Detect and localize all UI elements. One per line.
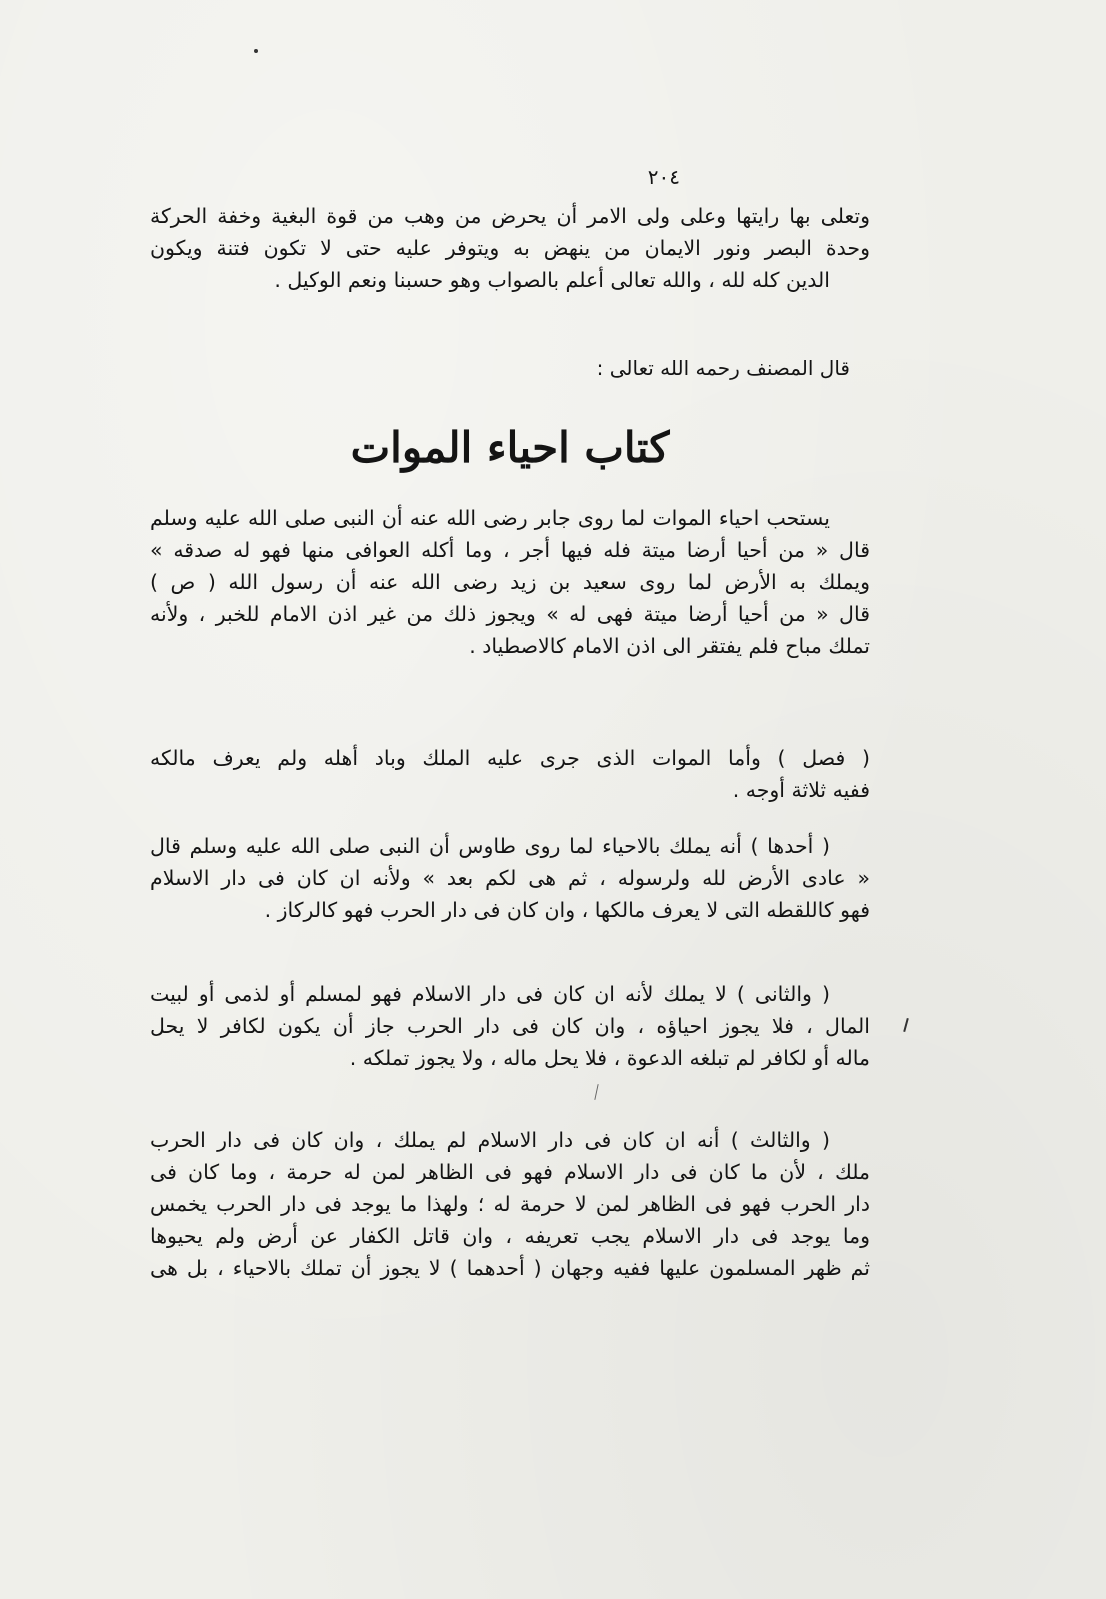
text-line: دار الحرب فهو فى الظاهر لمن لا حرمة له ؛ ولهذا ما يوجد فى دار الحرب يخمس — [150, 1192, 870, 1216]
page-number: ٢٠٤ — [647, 165, 680, 189]
text-line: ( أحدها ) أنه يملك بالاحياء لما روى طاوس أن النبى صلى الله عليه وسلم قال — [150, 834, 830, 858]
author-said-line: قال المصنف رحمه الله تعالى : — [596, 356, 850, 380]
ink-speck — [254, 49, 258, 53]
text-line: « عادى الأرض لله ولرسوله ، ثم هى لكم بعد » ولأنه ان كان فى دار الاسلام — [150, 866, 870, 890]
text-line: ( فصل ) وأما الموات الذى جرى عليه الملك وباد أهله ولم يعرف مالكه — [150, 746, 870, 770]
paragraph-fasl — [150, 742, 870, 806]
text-line: وما يوجد فى دار الاسلام يجب تعريفه ، وان قاتل الكفار عن أرض ولم يحيوها — [150, 1224, 870, 1248]
text-line: قال « من أحيا أرضا ميتة فله فيها أجر ، وما أكله العوافى منها فهو له صدقه » — [150, 538, 870, 562]
paragraph-third-view — [150, 1124, 870, 1284]
paragraph-chapter-opening — [150, 502, 870, 662]
paragraph-first-view — [150, 830, 870, 926]
text-line: ( والثالث ) أنه ان كان فى دار الاسلام لم يملك ، وان كان فى دار الحرب — [150, 1128, 830, 1152]
paragraph-intro — [150, 200, 870, 296]
text-line: وتعلى بها رايتها وعلى ولى الامر أن يحرض من وهب من قوة البغية وخفة الحركة — [150, 204, 870, 228]
text-line: وحدة البصر ونور الايمان من ينهض به ويتوفر عليه حتى لا تكون فتنة ويكون — [150, 236, 870, 260]
text-line: ويملك به الأرض لما روى سعيد بن زيد رضى الله عنه أن رسول الله ( ص ) — [150, 570, 870, 594]
text-line: فهو كاللقطه التى لا يعرف مالكها ، وان كان فى دار الحرب فهو كالركاز . — [264, 898, 870, 922]
text-line: ( والثانى ) لا يملك لأنه ان كان فى دار الاسلام فهو لمسلم أو لذمى أو لبيت — [150, 982, 830, 1006]
chapter-title: كتاب احياء الموات — [350, 423, 670, 472]
text-line: ماله أو لكافر لم تبلغه الدعوة ، فلا يحل ماله ، ولا يجوز تملكه . — [349, 1046, 870, 1070]
paragraph-second-view — [150, 978, 870, 1074]
text-line: ففيه ثلاثة أوجه . — [732, 778, 870, 802]
text-line: ثم ظهر المسلمون عليها ففيه وجهان ( أحدهما ) لا يجوز أن تملك بالاحياء ، بل هى — [150, 1256, 870, 1280]
text-line: تملك مباح فلم يفتقر الى اذن الامام كالاصطياد . — [469, 634, 870, 658]
text-line: المال ، فلا يجوز احياؤه ، وان كان فى دار الحرب جاز أن يكون لكافر لا يحل — [150, 1014, 870, 1038]
text-line: يستحب احياء الموات لما روى جابر رضى الله عنه أن النبى صلى الله عليه وسلم — [150, 506, 830, 530]
text-line: الدين كله لله ، والله تعالى أعلم بالصواب وهو حسبنا ونعم الوكيل . — [274, 268, 830, 292]
text-line: قال « من أحيا أرضا ميتة فهى له » ويجوز ذلك من غير اذن الامام للخبر ، ولأنه — [150, 602, 870, 626]
text-line: ملك ، لأن ما كان فى دار الاسلام فهو فى الظاهر لمن له حرمة ، وما كان فى — [150, 1160, 870, 1184]
